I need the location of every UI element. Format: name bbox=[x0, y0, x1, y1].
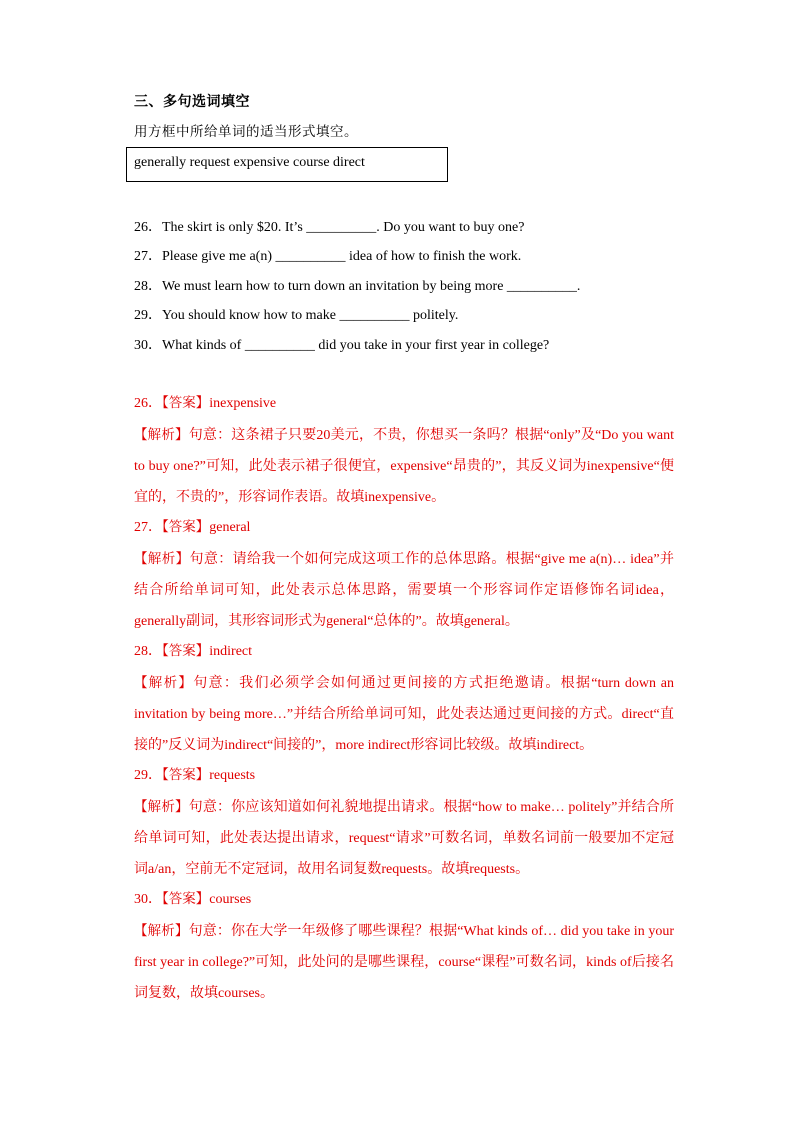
answer-number: 29． bbox=[134, 768, 162, 783]
answer-26-analysis bbox=[134, 420, 674, 513]
answer-word: inexpensive bbox=[209, 396, 277, 411]
analysis-tag: 【解析】 bbox=[134, 799, 189, 815]
answer-word: indirect bbox=[209, 644, 253, 659]
analysis-text: 句意：你应该知道如何礼貌地提出请求。根据“how to make… politely”并结合所给单词可知，此处表达提出请求，request“请求”可数名词，单数名词前一般要加不定冠词a/an，空前无不定冠词，故用名词复数requests。故填requests。 bbox=[134, 800, 674, 877]
answer-tag: 【答案】 bbox=[162, 891, 210, 907]
analysis-text: 句意：你在大学一年级修了哪些课程？根据“What kinds of… did you take in your first year in college?”可知，此处问的是哪些课程，course“课程”可数名词，kinds of后接名词复数，故填courses。 bbox=[134, 924, 674, 1001]
answer-tag: 【答案】 bbox=[162, 767, 210, 783]
answer-26-head bbox=[134, 389, 674, 420]
question-text: What kinds of __________ did you take in your first year in college? bbox=[162, 338, 550, 353]
answer-number: 26． bbox=[134, 396, 162, 411]
analysis-text: 句意：这条裙子只要20美元，不贵，你想买一条吗？根据“only”及“Do you want to buy one?”可知，此处表示裙子很便宜，expensive“昂贵的”，其反义词为inexpensive“便宜的，不贵的”，形容词作表语。故填inexpensive。 bbox=[134, 428, 675, 505]
question-26 bbox=[134, 216, 524, 236]
question-number: 29． bbox=[134, 308, 162, 323]
question-number: 30． bbox=[134, 338, 162, 353]
analysis-tag: 【解析】 bbox=[134, 675, 194, 691]
answer-30-analysis bbox=[134, 916, 674, 1009]
answer-27-analysis bbox=[134, 544, 674, 637]
answer-30-head bbox=[134, 885, 674, 916]
section-title: 三、多句选词填空 bbox=[134, 94, 250, 110]
answer-word: requests bbox=[209, 768, 256, 783]
analysis-text: 句意：我们必须学会如何通过更间接的方式拒绝邀请。根据“turn down an invitation by being more…”并结合所给单词可知，此处表达通过更间接的方式。direct“直接的”反义词为indirect“间接的”，more indirect形容词比较级。故填indirect。 bbox=[134, 676, 675, 753]
answer-tag: 【答案】 bbox=[162, 643, 210, 659]
answer-number: 30． bbox=[134, 892, 162, 907]
question-28 bbox=[134, 275, 580, 295]
analysis-tag: 【解析】 bbox=[134, 923, 189, 939]
question-29 bbox=[134, 304, 458, 324]
question-text: You should know how to make __________ politely. bbox=[162, 308, 459, 323]
question-text: We must learn how to turn down an invitation by being more __________. bbox=[162, 279, 581, 294]
question-27 bbox=[134, 245, 521, 265]
answer-28-analysis bbox=[134, 668, 674, 761]
analysis-text: 句意：请给我一个如何完成这项工作的总体思路。根据“give me a(n)… idea”并结合所给单词可知，此处表示总体思路，需要填一个形容词作定语修饰名词idea，generally副词，其形容词形式为general“总体的”。故填general。 bbox=[134, 552, 674, 629]
answer-29-analysis bbox=[134, 792, 674, 885]
answer-number: 27． bbox=[134, 520, 162, 535]
word-bank-text: generally request expensive course direct bbox=[134, 155, 365, 170]
answer-28-head bbox=[134, 637, 674, 668]
question-text: Please give me a(n) __________ idea of how to finish the work. bbox=[162, 249, 522, 264]
question-number: 26． bbox=[134, 220, 162, 235]
analysis-tag: 【解析】 bbox=[134, 427, 189, 443]
instruction-text: 用方框中所给单词的适当形式填空。 bbox=[134, 124, 358, 140]
analysis-tag: 【解析】 bbox=[134, 551, 190, 567]
answer-27-head bbox=[134, 513, 674, 544]
answer-word: general bbox=[209, 520, 251, 535]
answer-word: courses bbox=[209, 892, 252, 907]
answer-tag: 【答案】 bbox=[162, 519, 210, 535]
question-30 bbox=[134, 334, 549, 354]
answer-tag: 【答案】 bbox=[162, 395, 210, 411]
answer-number: 28． bbox=[134, 644, 162, 659]
question-number: 27． bbox=[134, 249, 162, 264]
word-bank-box bbox=[126, 147, 448, 182]
answer-29-head bbox=[134, 761, 674, 792]
question-number: 28． bbox=[134, 279, 162, 294]
answer-section bbox=[134, 389, 674, 1009]
question-text: The skirt is only $20. It’s __________. Do you want to buy one? bbox=[162, 220, 525, 235]
